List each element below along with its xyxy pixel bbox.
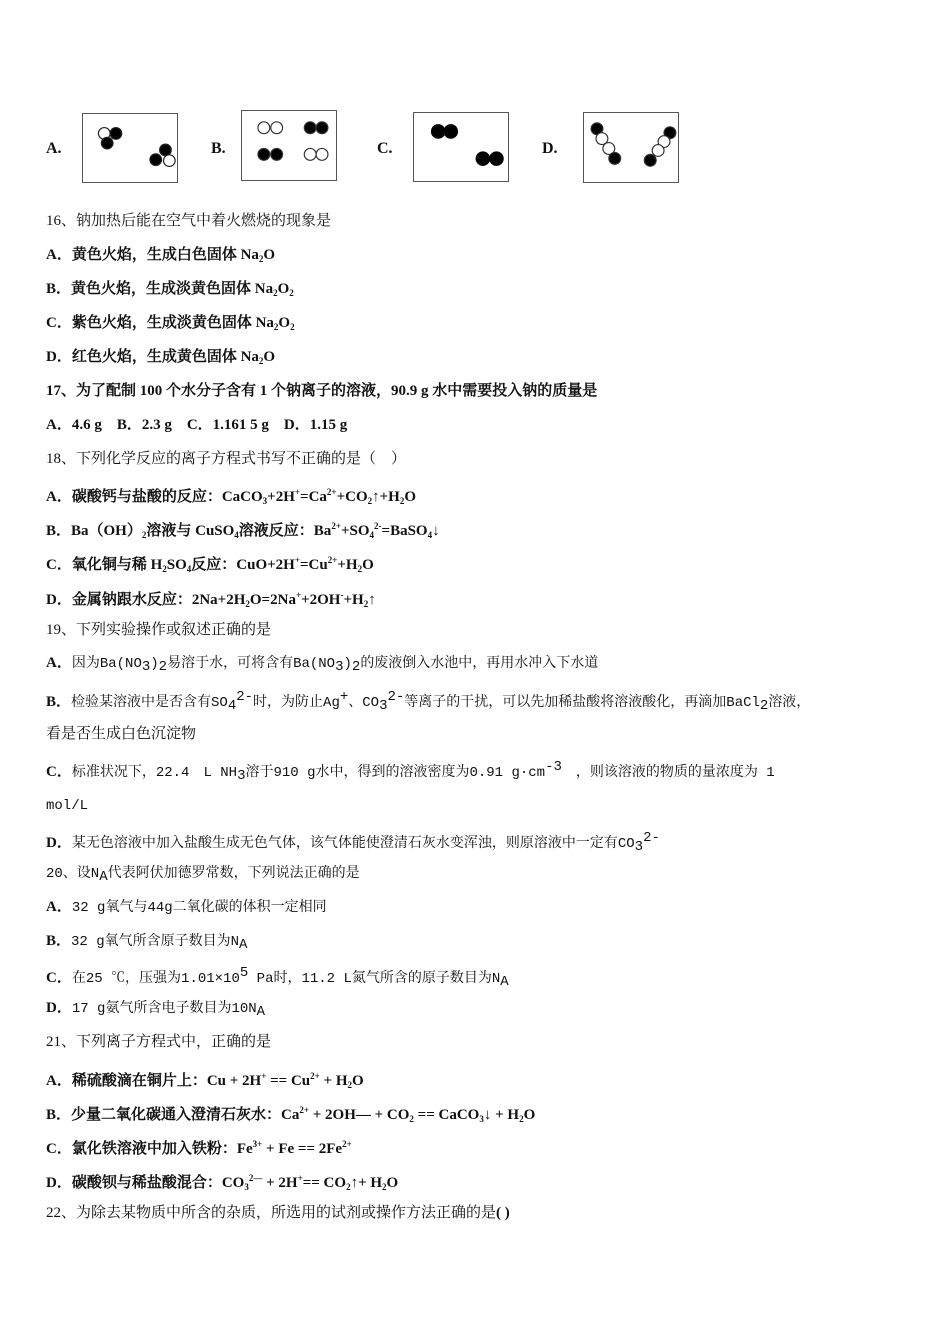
q19-option-c: [46, 757, 775, 786]
q21-stem: [46, 1031, 271, 1052]
text-segment: O: [263, 349, 276, 365]
text-segment: +H: [343, 592, 364, 608]
text-segment: C．紫色火焰，生成淡黄色固体 Na: [46, 315, 274, 331]
subscript: 3: [379, 698, 388, 714]
superscript: 2-: [236, 689, 254, 705]
option-c-label: C.: [377, 140, 393, 157]
text-segment: B．Ba（OH）: [46, 523, 142, 539]
superscript: 2-: [374, 521, 382, 531]
q22-stem: [46, 1202, 510, 1223]
text-segment: D．红色火焰，生成黄色固体 Na: [46, 349, 259, 365]
text-segment: 32 g氧气所含原子数目为N: [71, 934, 240, 950]
option-d-label: D.: [542, 140, 558, 157]
superscript: 2—: [248, 1173, 263, 1183]
text-segment: A．4.6 g B．2.3 g C．1.161 5 g D．1.15 g: [46, 417, 348, 433]
superscript: 2+: [299, 1105, 309, 1115]
text-segment: O: [523, 1107, 536, 1123]
text-segment: =Cu: [299, 557, 328, 573]
text-segment: 32 g氧气与44g二氧化碳的体积一定相同: [71, 900, 327, 916]
superscript: 2-: [643, 830, 660, 846]
subscript: A: [239, 937, 248, 953]
text-segment: D．: [46, 1000, 72, 1016]
text-segment: 溶液，: [768, 695, 811, 711]
superscript: +: [339, 689, 349, 705]
text-segment: ，则该溶液的物质的量浓度为 1: [561, 765, 775, 781]
text-segment: O: [404, 489, 417, 505]
text-segment: 时，为防止Ag: [253, 695, 340, 711]
text-segment: ↑+H: [372, 489, 400, 505]
text-segment: 代表阿伏加德罗常数，下列说法正确的是: [107, 866, 360, 882]
text-segment: 因为Ba(NO: [71, 656, 142, 672]
subscript: 2: [258, 254, 264, 264]
superscript: 2+: [310, 1071, 320, 1081]
text-segment: B．: [46, 933, 72, 949]
superscript: +: [297, 1173, 303, 1183]
text-segment: 19、下列实验操作或叙述正确的是: [46, 622, 272, 638]
q18-option-c: [46, 550, 374, 579]
text-segment: B．黄色火焰，生成淡黄色固体 Na: [46, 281, 274, 297]
text-segment: +2OH: [301, 592, 341, 608]
q19-option-b: [46, 687, 810, 716]
text-segment: ): [343, 656, 352, 672]
text-segment: 16、钠加热后能在空气中着火燃烧的现象是: [46, 213, 332, 229]
superscript: +: [294, 487, 301, 497]
subscript: 4: [227, 698, 237, 714]
subscript: 3: [244, 1182, 249, 1192]
text-segment: 易溶于水，可将含有Ba(NO: [167, 656, 336, 672]
subscript: 2: [409, 1114, 414, 1124]
text-segment: D．: [46, 835, 72, 851]
option-b-molecule-diagram: [241, 110, 337, 181]
q19-option-a: [46, 652, 598, 677]
subscript: 4: [369, 530, 375, 540]
superscript: 5: [239, 965, 249, 981]
subscript: 2: [759, 698, 769, 714]
subscript: A: [99, 869, 108, 885]
text-segment: + H: [319, 1073, 348, 1089]
subscript: 2: [290, 322, 295, 332]
text-segment: +2H: [267, 489, 295, 505]
text-segment: 标准状况下，22.4 L NH: [71, 765, 238, 781]
q19-option-c-cont: [46, 794, 88, 816]
text-segment: O: [362, 557, 374, 573]
q21-option-a: [46, 1066, 364, 1095]
q18-stem: [46, 448, 406, 469]
text-segment: +H: [337, 557, 358, 573]
q19-option-d: [46, 828, 660, 857]
text-segment: == CO: [302, 1175, 347, 1191]
text-segment: A．黄色火焰，生成白色固体 Na: [46, 247, 259, 263]
q19-stem: [46, 619, 271, 640]
subscript: 2: [245, 599, 250, 609]
text-segment: 溶液反应：Ba: [238, 523, 332, 539]
text-segment: D．金属钠跟水反应：2Na+2H: [46, 592, 246, 608]
subscript: 2: [357, 564, 363, 574]
text-segment: 的废液倒入水池中，再用水冲入下水道: [360, 656, 599, 672]
text-segment: 反应：CuO+2H: [191, 557, 295, 573]
text-segment: C．: [46, 970, 72, 986]
q20-stem: [46, 862, 360, 887]
text-segment: Pa时，11.2 L氮气所含的原子数目为N: [248, 971, 501, 987]
text-segment: A．: [46, 899, 72, 915]
q21-option-d: [46, 1168, 398, 1197]
subscript: 3: [335, 659, 344, 675]
text-segment: =BaSO: [381, 523, 428, 539]
q20-option-a: [46, 896, 327, 918]
text-segment: C．氯化铁溶液中加入铁粉：Fe: [46, 1141, 253, 1157]
superscript: -: [340, 590, 344, 600]
option-d-molecule-diagram: [583, 112, 679, 183]
text-segment: 看是否生成白色沉淀物: [46, 726, 197, 742]
subscript: 2: [273, 288, 278, 298]
q18-option-a: [46, 482, 416, 511]
text-segment: B．少量二氧化碳通入澄清石灰水：Ca: [46, 1107, 300, 1123]
subscript: 3: [634, 839, 644, 855]
text-segment: 某无色溶液中加入盐酸生成无色气体，该气体能使澄清石灰水变浑浊，则原溶液中一定有CO: [71, 836, 635, 852]
text-segment: O: [263, 247, 276, 263]
q17-options: [46, 414, 347, 435]
superscript: +: [295, 590, 302, 600]
subscript: 2: [289, 288, 294, 298]
text-segment: O=2Na: [249, 592, 296, 608]
text-segment: A．稀硫酸滴在铜片上：Cu + 2H: [46, 1073, 262, 1089]
q21-option-c: [46, 1134, 352, 1159]
subscript: 4: [186, 564, 192, 574]
text-segment: =Ca: [300, 489, 327, 505]
text-segment: D．碳酸钡与稀盐酸混合：CO: [46, 1175, 245, 1191]
subscript: 2: [399, 496, 405, 506]
text-segment: == Cu: [266, 1073, 311, 1089]
text-segment: O: [277, 281, 290, 297]
text-segment: B．: [46, 694, 72, 710]
text-segment: 检验某溶液中是否含有SO: [71, 695, 228, 711]
q21-option-b: [46, 1100, 535, 1129]
text-segment: ↓ + H: [483, 1107, 520, 1123]
q19-option-b-cont: [46, 723, 196, 744]
superscript: 2+: [342, 1139, 352, 1149]
subscript: 2: [158, 659, 168, 675]
superscript: 2-: [387, 689, 405, 705]
text-segment: ): [150, 656, 159, 672]
text-segment: C．氧化铜与稀 H: [46, 557, 163, 573]
superscript: +: [294, 555, 300, 565]
text-segment: ( ): [496, 1205, 510, 1221]
text-segment: 在25 ℃，压强为1.01×10: [71, 971, 240, 987]
text-segment: 17 g氨气所含电子数目为10N: [71, 1001, 257, 1017]
subscript: 4: [427, 530, 433, 540]
q16-option-a: [46, 244, 275, 269]
option-b-label: B.: [211, 140, 226, 157]
text-segment: + 2H: [262, 1175, 298, 1191]
subscript: 4: [234, 530, 239, 540]
text-segment: 18、下列化学反应的离子方程式书写不正确的是（ ）: [46, 451, 407, 467]
subscript: 3: [237, 768, 246, 784]
q16-option-c: [46, 312, 295, 337]
text-segment: 溶液与 CuSO: [146, 523, 235, 539]
q20-option-c: [46, 963, 509, 992]
subscript: 3: [141, 659, 151, 675]
text-segment: 、CO: [348, 695, 380, 711]
text-segment: 22、为除去某物质中所含的杂质，所选用的试剂或操作方法正确的是: [46, 1205, 497, 1221]
q16-stem: [46, 210, 331, 231]
q18-option-b: [46, 516, 440, 545]
superscript: -3: [545, 759, 562, 775]
text-segment: == CaCO: [413, 1107, 480, 1123]
text-segment: 17、为了配制 100 个水分子含有 1 个钠离子的溶液，90.9 g 水中需要投入钠的质量是: [46, 383, 598, 399]
text-segment: + Fe == 2Fe: [262, 1141, 343, 1157]
superscript: +: [261, 1071, 267, 1081]
text-segment: ↑+ H: [350, 1175, 383, 1191]
q18-option-d: [46, 585, 376, 614]
subscript: 2: [141, 530, 147, 540]
q20-option-d: [46, 997, 265, 1022]
text-segment: O: [352, 1073, 364, 1089]
text-segment: O: [386, 1175, 399, 1191]
text-segment: C．: [46, 764, 72, 780]
subscript: 2: [351, 659, 361, 675]
text-segment: 20、设N: [46, 866, 100, 882]
option-a-molecule-diagram: [82, 113, 178, 183]
text-segment: ↑: [368, 592, 376, 608]
q17-stem: [46, 380, 597, 401]
text-segment: 21、下列离子方程式中，正确的是: [46, 1034, 272, 1050]
subscript: 2: [382, 1182, 387, 1192]
q20-option-b: [46, 930, 247, 955]
q16-option-d: [46, 346, 275, 371]
option-c-molecule-diagram: [413, 112, 509, 182]
text-segment: O: [278, 315, 291, 331]
superscript: 2+: [331, 521, 341, 531]
subscript: A: [500, 974, 509, 990]
text-segment: +SO: [340, 523, 370, 539]
superscript: 2+: [327, 555, 338, 565]
subscript: 2: [367, 496, 373, 506]
subscript: 2: [273, 322, 279, 332]
subscript: 3: [479, 1114, 484, 1124]
text-segment: 等离子的干扰，可以先加稀盐酸将溶液酸化，再滴加BaCl: [404, 695, 760, 711]
subscript: 2: [347, 1080, 353, 1090]
text-segment: mol/L: [46, 798, 89, 814]
subscript: 2: [258, 356, 264, 366]
text-segment: A．碳酸钙与盐酸的反应：CaCO: [46, 489, 263, 505]
text-segment: + 2OH— + CO: [308, 1107, 410, 1123]
text-segment: +CO: [336, 489, 368, 505]
text-segment: 溶于910 g水中，得到的溶液密度为0.91 g·cm: [245, 765, 546, 781]
subscript: 2: [363, 599, 369, 609]
subscript: 2: [346, 1182, 351, 1192]
subscript: A: [256, 1004, 266, 1020]
superscript: 2+: [326, 487, 337, 497]
text-segment: A．: [46, 655, 72, 671]
superscript: 3+: [252, 1139, 263, 1149]
subscript: 2: [519, 1114, 524, 1124]
option-a-label: A.: [46, 140, 62, 157]
subscript: 2: [162, 564, 167, 574]
text-segment: ↓: [432, 523, 440, 539]
text-segment: SO: [166, 557, 187, 573]
q16-option-b: [46, 278, 294, 303]
subscript: 3: [262, 496, 268, 506]
